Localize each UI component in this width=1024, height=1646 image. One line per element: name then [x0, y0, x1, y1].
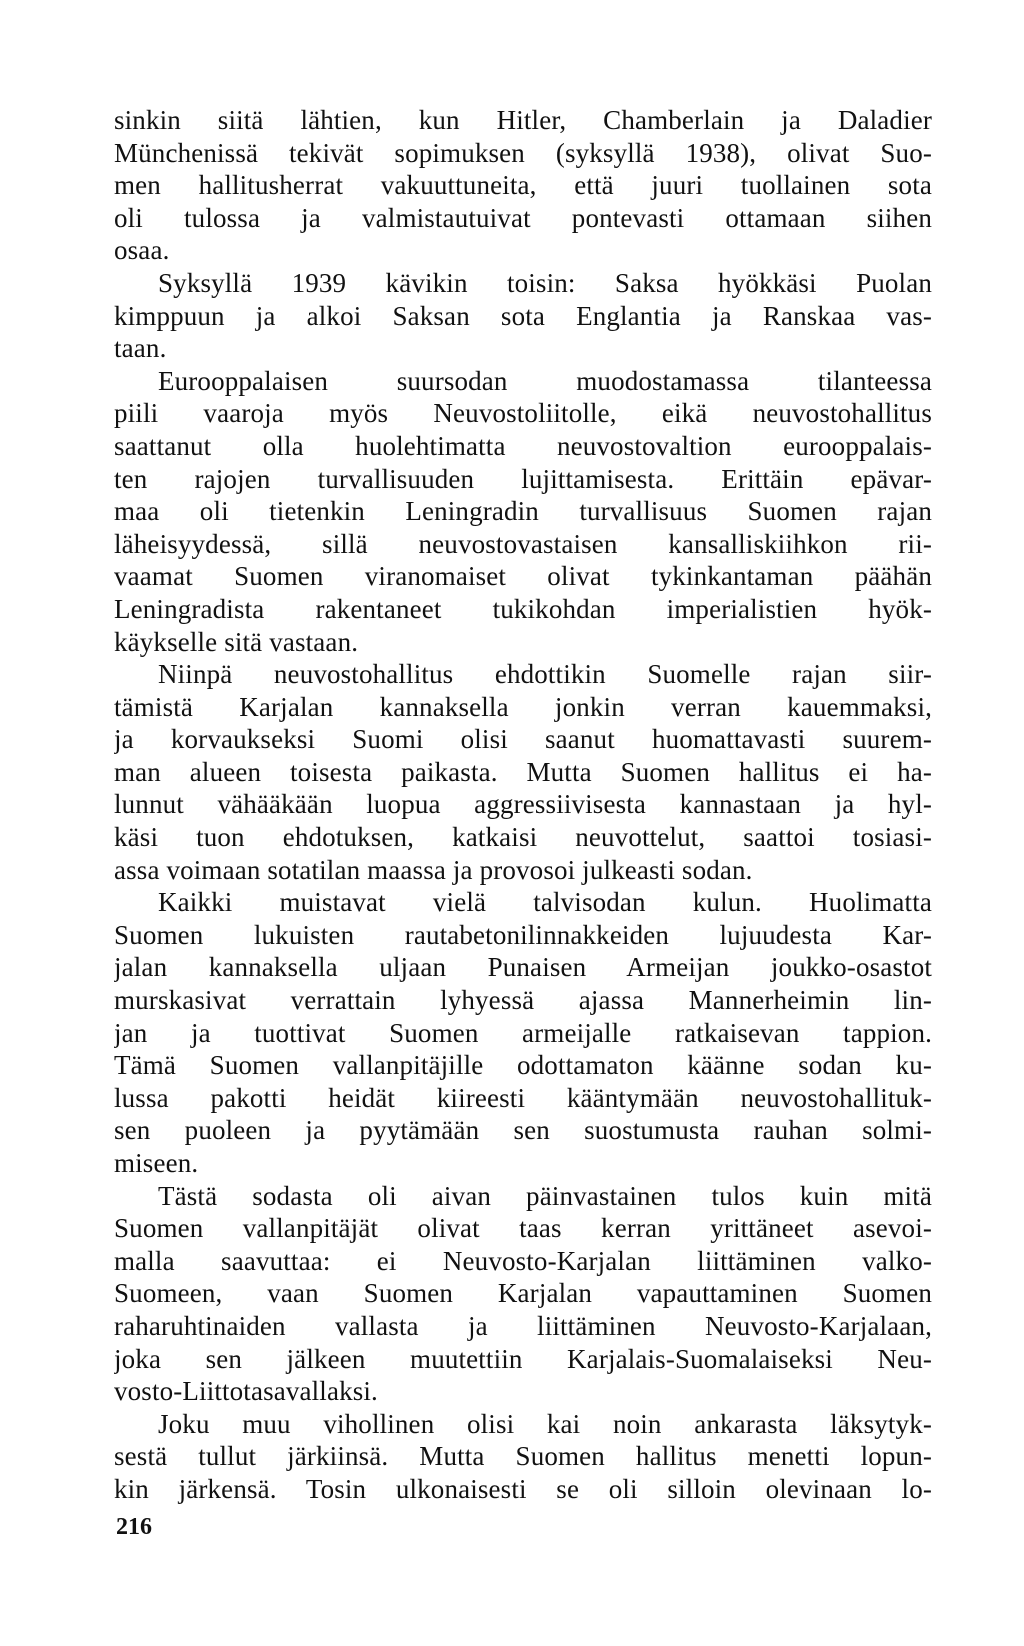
text-line: Eurooppalaisen suursodan muodostamassa tilanteessa [158, 365, 932, 396]
text-line: Tästä sodasta oli aivan päinvastainen tulos kuin mitä [158, 1180, 932, 1211]
page-number: 216 [116, 1514, 152, 1540]
text-line: Kaikki muistavat vielä talvisodan kulun. Huolimatta [158, 887, 932, 918]
text-line: käykselle sitä vastaan. [114, 626, 359, 657]
text-line: vaamat Suomen viranomaiset olivat tykinkantaman päähän [114, 561, 932, 592]
text-line: maa oli tietenkin Leningradin turvallisuus Suomen rajan [114, 496, 932, 527]
text-line: ten rajojen turvallisuuden lujittamisesta. Erittäin epävar- [114, 463, 932, 494]
text-line: miseen. [114, 1148, 199, 1178]
text-line: kimppuun ja alkoi Saksan sota Englantia ja Ranskaa vas- [114, 300, 932, 331]
text-line: Syksyllä 1939 kävikin toisin: Saksa hyökkäsi Puolan [158, 267, 932, 298]
text-line: taan. [114, 333, 167, 364]
text-line: Leningradista rakentaneet tukikohdan imperialistien hyök- [114, 593, 932, 624]
text-line: jan ja tuottivat Suomen armeijalle ratkaisevan tappion. [114, 1017, 932, 1048]
text-line: saattanut olla huolehtimatta neuvostovaltion eurooppalais- [114, 430, 932, 461]
text-line: Suomen vallanpitäjät olivat taas kerran yrittäneet asevoi- [114, 1213, 932, 1244]
text-line: Niinpä neuvostohallitus ehdottikin Suomelle rajan siir- [158, 659, 932, 690]
text-line: oli tulossa ja valmistautuivat pontevasti ottamaan siihen [114, 202, 932, 233]
text-line: piili vaaroja myös Neuvostoliitolle, eikä neuvostohallitus [114, 398, 932, 429]
text-line: kin järkensä. Tosin ulkonaisesti se oli silloin olevinaan lo- [114, 1473, 932, 1504]
text-line: käsi tuon ehdotuksen, katkaisi neuvottelut, saattoi tosiasi- [114, 822, 932, 853]
text-line: Tämä Suomen vallanpitäjille odottamaton käänne sodan ku- [114, 1050, 932, 1081]
text-line: tämistä Karjalan kannaksella jonkin verran kauemmaksi, [114, 691, 932, 722]
text-line: lunnut vähääkään luopua aggressiivisesta kannastaan ja hyl- [114, 789, 932, 820]
text-line: Suomeen, vaan Suomen Karjalan vapauttaminen Suomen [114, 1278, 932, 1309]
text-line: man alueen toisesta paikasta. Mutta Suomen hallitus ei ha- [114, 756, 932, 787]
text-line: Joku muu vihollinen olisi kai noin ankarasta läksytyk- [158, 1408, 932, 1439]
body-text [114, 104, 932, 1506]
text-line: Suomen lukuisten rautabetonilinnakkeiden lujuudesta Kar- [114, 919, 932, 950]
text-line: murskasivat verrattain lyhyessä ajassa Mannerheimin lin- [114, 985, 932, 1016]
text-line: osaa. [114, 235, 170, 266]
text-line: vosto-Liittotasavallaksi. [114, 1376, 378, 1407]
text-line: raharuhtinaiden vallasta ja liittäminen Neuvosto-Karjalaan, [114, 1310, 932, 1341]
text-line: ja korvaukseksi Suomi olisi saanut huomattavasti suurem- [114, 724, 932, 755]
text-line: sen puoleen ja pyytämään sen suostumusta rauhan solmi- [114, 1115, 932, 1146]
text-line: läheisyydessä, sillä neuvostovastaisen kansalliskiihkon rii- [114, 528, 932, 559]
text-line: men hallitusherrat vakuuttuneita, että juuri tuollainen sota [114, 170, 932, 201]
text-line: sinkin siitä lähtien, kun Hitler, Chamberlain ja Daladier [114, 105, 932, 135]
text-line: malla saavuttaa: ei Neuvosto-Karjalan liittäminen valko- [114, 1245, 932, 1276]
text-line: jalan kannaksella uljaan Punaisen Armeijan joukko-osastot [114, 952, 932, 983]
text-line: Münchenissä tekivät sopimuksen (syksyllä 1938), olivat Suo- [114, 137, 932, 168]
text-line: joka sen jälkeen muutettiin Karjalais-Suomalaiseksi Neu- [114, 1343, 932, 1374]
text-line: lussa pakotti heidät kiireesti kääntymään neuvostohallituk- [114, 1082, 932, 1113]
text-line: sestä tullut järkiinsä. Mutta Suomen hallitus menetti lopun- [114, 1441, 932, 1472]
text-line: assa voimaan sotatilan maassa ja provosoi julkeasti sodan. [114, 854, 753, 885]
